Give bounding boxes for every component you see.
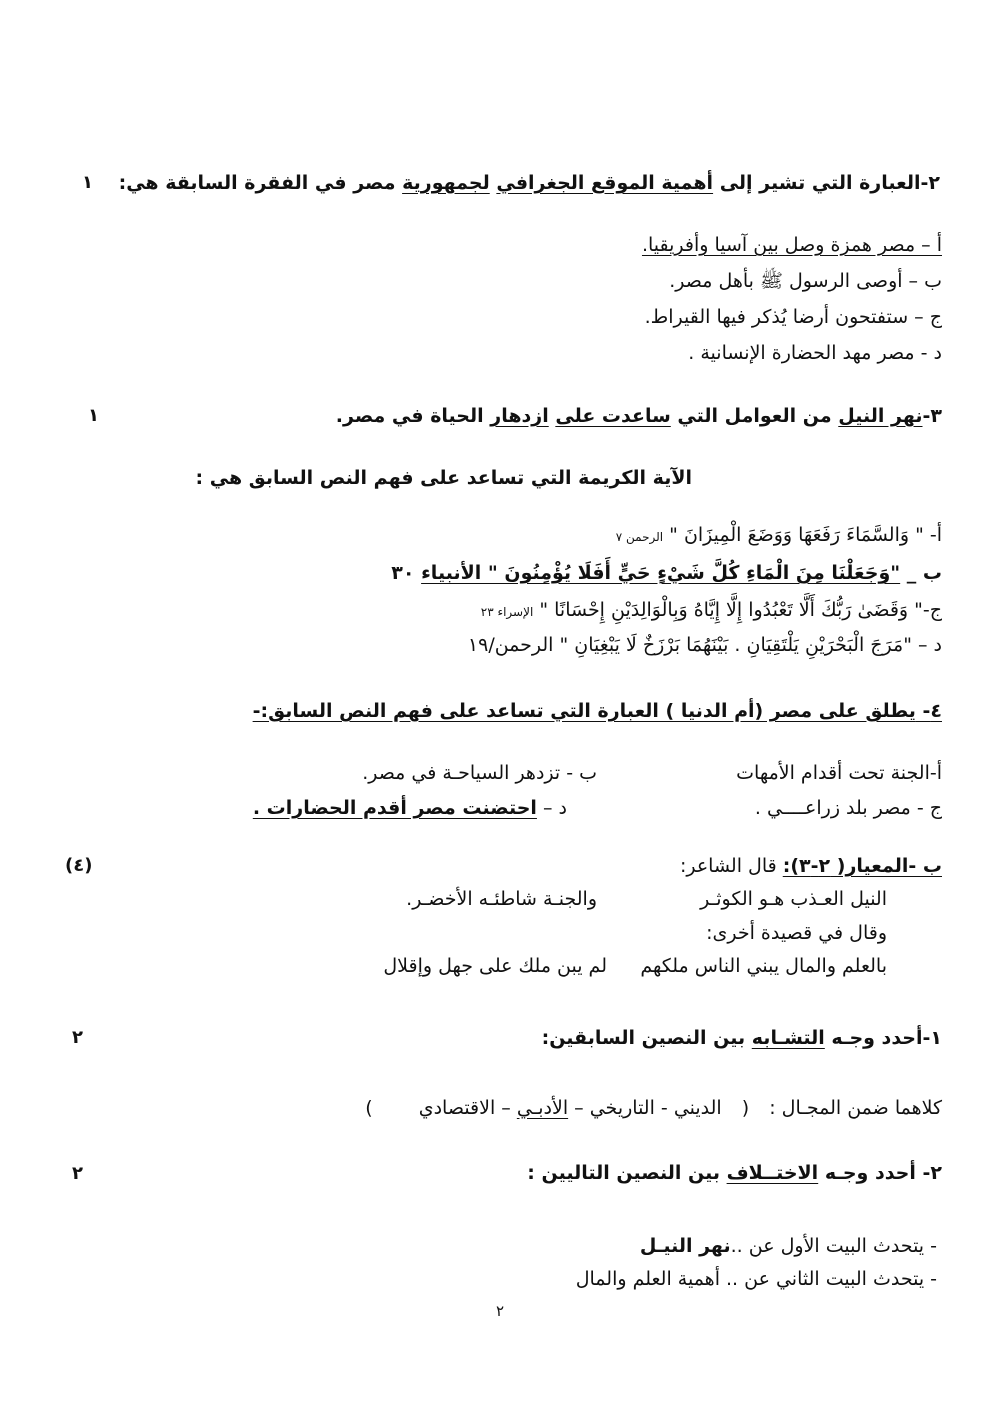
q4-option-b: ب - تزدهر السياحـة في مصر. xyxy=(362,762,597,784)
choice-religious: الديني xyxy=(673,1097,722,1119)
b2-score: ٢ xyxy=(72,1163,83,1184)
q3-option-b: ب _ "وَجَعَلْنَا مِنَ الْمَاءِ كُلَّ شَيْءٍ حَيٍّ أَفَلَا يُؤْمِنُونَ " الأنبياء ٣٠ xyxy=(391,562,942,584)
second-poem-intro: وقال في قصيدة أخرى: xyxy=(706,922,887,944)
q3-score: ١ xyxy=(88,405,99,426)
q2-underlined-phrase: أهمية الموقع الجغرافي xyxy=(496,172,714,194)
q3-option-a: أ- " وَالسَّمَاءَ رَفَعَهَا وَوَضَعَ الْمِيزَانَ " الرحمن ٧ xyxy=(615,524,942,546)
choice-economic: الاقتصادي xyxy=(418,1097,496,1119)
b1-field-choices: كلاهما ضمن المجـال : ( الديني - التاريخي – الأدبـي – الاقتصادي ) xyxy=(365,1097,942,1119)
choice-historical: التاريخي xyxy=(589,1097,655,1119)
q2-option-c: ج – ستفتحون أرضا يُذكر فيها القيراط. xyxy=(644,306,942,328)
b2-line-2: - يتحدث البيت الثاني عن .. أهمية العلم والمال xyxy=(575,1268,937,1290)
partb-label: ب -المعيار( ٢-٣): xyxy=(782,855,942,877)
q4-option-a: أ-الجنة تحت أقدام الأمهات xyxy=(736,762,942,784)
q2-number: ٢- xyxy=(920,172,940,194)
b1-number: ١- xyxy=(922,1027,942,1049)
q2-option-b: ب – أوصى الرسول ﷺ بأهل مصر. xyxy=(669,270,942,292)
q4-question: ٤- يطلق على مصر (أم الدنيا ) العبارة التي تساعد على فهم النص السابق:- xyxy=(252,700,942,722)
q2-question: ٢-العبارة التي تشير إلى أهمية الموقع الجغرافي لجمهورية مصر في الفقرة السابقة هي: xyxy=(118,172,940,194)
q3-subquestion: الآية الكريمة التي تساعد على فهم النص السابق هي : xyxy=(195,467,692,489)
b1-question: ١-أحدد وجـه التشـابه بين النصين السابقين: xyxy=(541,1027,942,1049)
verse2-first-hemistich: بالعلم والمال يبني الناس ملكهم xyxy=(640,955,887,977)
verse1-second-hemistich: والجنـة شاطئـه الأخضـر. xyxy=(406,888,597,910)
q3-statement: ٣-نهر النيل من العوامل التي ساعدت على ازدهار الحياة في مصر. xyxy=(335,405,942,427)
q3-number: ٣- xyxy=(922,405,942,427)
q2-option-d: د - مصر مهد الحضارة الإنسانية . xyxy=(688,342,942,364)
b2-question: ٢- أحدد وجـه الاختــلاف بين النصين التاليين : xyxy=(527,1162,942,1184)
q2-underlined-word: لجمهورية xyxy=(402,172,490,194)
b1-score: ٢ xyxy=(72,1027,83,1048)
q4-option-c: ج - مصر بلد زراعــــي . xyxy=(754,797,942,819)
b2-number: ٢- xyxy=(922,1162,942,1184)
q4-number: ٤- xyxy=(922,700,942,722)
verse1-first-hemistich: النيل العـذب هـو الكوثـر xyxy=(700,888,887,910)
b2-line-1: - يتحدث البيت الأول عن ..نهر النيـل xyxy=(639,1235,937,1257)
partb-score: (٤) xyxy=(65,855,93,876)
q2-score: ١ xyxy=(82,172,93,193)
verse2-second-hemistich: لم يبن ملك على جهل وإقلال xyxy=(383,955,607,977)
q4-option-d: د – احتضنت مصر أقدم الحضارات . xyxy=(252,797,567,819)
partb-header: ب -المعيار( ٢-٣): قال الشاعر: xyxy=(679,855,942,877)
page-number: ٢ xyxy=(496,1302,505,1320)
q3-option-c: ج-" وَقَضَىٰ رَبُّكَ أَلَّا تَعْبُدُوا إِلَّا إِيَّاهُ وَبِالْوَالِدَيْنِ إِحْسَانًا " الإسراء ٢٣ xyxy=(480,599,942,621)
q2-option-a: أ – مصر همزة وصل بين آسيا وأفريقيا. xyxy=(641,234,942,256)
q3-option-d: د – "مَرَجَ الْبَحْرَيْنِ يَلْتَقِيَانِ . بَيْنَهُمَا بَرْزَخٌ لَا يَبْغِيَانِ " الرحمن/١٩ xyxy=(467,634,942,656)
choice-literary: الأدبـي xyxy=(516,1097,569,1119)
